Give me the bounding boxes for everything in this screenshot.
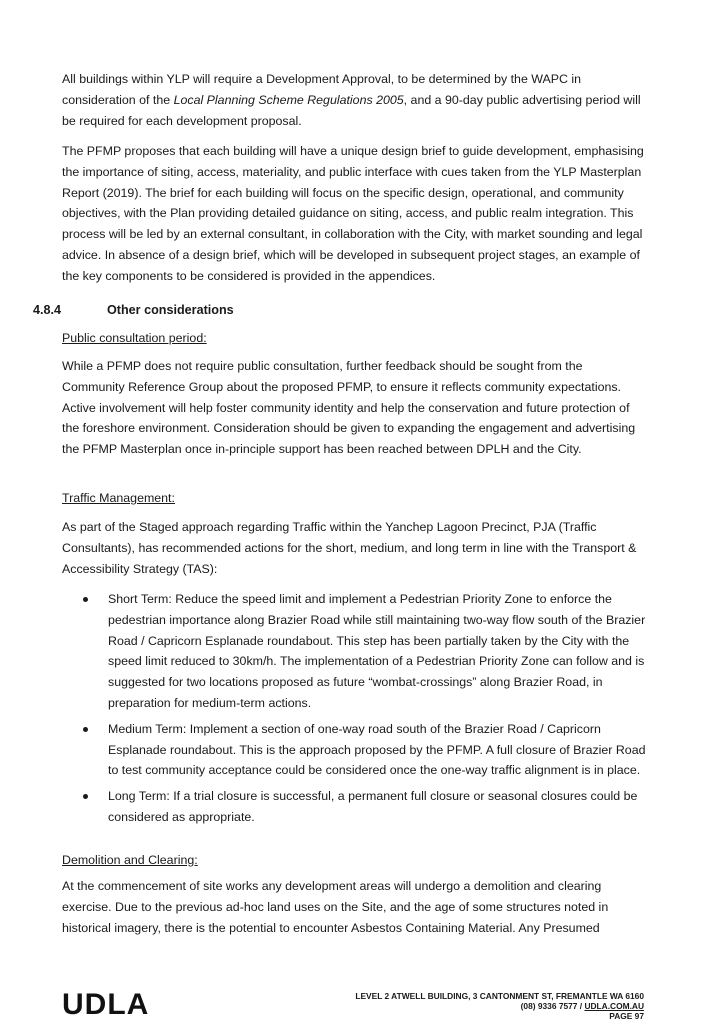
paragraph-development-approval bbox=[62, 69, 646, 131]
footer-separator: / bbox=[577, 1001, 585, 1011]
subheading-public-consultation: Public consultation period: bbox=[62, 331, 207, 345]
section-title: Other considerations bbox=[107, 303, 234, 317]
list-item bbox=[62, 589, 646, 714]
paragraph-traffic-intro: As part of the Staged approach regarding Traffic within the Yanchep Lagoon Precinct, PJA (Traffic Consultants), has recommended actions for the short, medium, and long term in line with the Transport & Accessibility Strategy (TAS): bbox=[62, 520, 637, 576]
subheading-demolition-clearing: Demolition and Clearing: bbox=[62, 853, 198, 867]
section-number: 4.8.4 bbox=[33, 303, 62, 317]
footer-website-link[interactable]: UDLA.COM.AU bbox=[584, 1001, 644, 1011]
page-footer bbox=[355, 991, 644, 1021]
bullet-icon bbox=[83, 597, 88, 602]
list-item-text: Long Term: If a trial closure is successful, a permanent full closure or seasonal closures could be considered as appropriate. bbox=[108, 789, 638, 824]
regulations-title: Local Planning Scheme Regulations 2005 bbox=[173, 92, 404, 107]
footer-contact bbox=[355, 1001, 644, 1011]
paragraph-text: All buildings within YLP will require a Development Approval, to be determined by the WAPC in consideration of the bbox=[62, 72, 582, 107]
bullet-icon bbox=[83, 794, 88, 799]
udla-logo: UDLA bbox=[62, 988, 150, 1021]
subheading-traffic-management: Traffic Management: bbox=[62, 491, 175, 505]
footer-phone: (08) 9336 7577 bbox=[520, 1001, 578, 1011]
page-number: PAGE 97 bbox=[609, 1011, 644, 1021]
paragraph-design-brief: The PFMP proposes that each building will have a unique design brief to guide development, emphasising the importance of siting, access, materiality, and public interface with cues taken from the YLP Masterplan Report (2019). The brief for each building will focus on the specific design, operational, and community objectives, with the Plan providing detailed guidance on siting, access, and public realm integration. This process will be led by an external consultant, in collaboration with the City, with market sounding and legal advice. In absence of a design brief, which will be developed in subsequent project stages, an example of the key components to be considered is provided in the appendices. bbox=[62, 144, 644, 283]
list-item-text: Medium Term: Implement a section of one-way road south of the Brazier Road / Capricorn Esplanade roundabout. This is the approach proposed by the PFMP. A full closure of Brazier Road to test community acceptance could be considered once the one-way traffic alignment is in place. bbox=[108, 721, 646, 778]
list-item-text: Short Term: Reduce the speed limit and implement a Pedestrian Priority Zone to enforce the pedestrian importance along Brazier Road while still maintaining two-way flow south of the Brazier Road / Capricorn Esplanade roundabout. This step has been partially taken by the City with the speed limit reduced to 30km/h. The implementation of a Pedestrian Priority Zone can follow and is suggested for two locations proposed as future “wombat-crossings” along Brazier Road, in preparation for medium-term actions. bbox=[108, 592, 646, 710]
traffic-actions-list bbox=[62, 589, 646, 833]
paragraph-public-consultation: While a PFMP does not require public consultation, further feedback should be sought from the Community Reference Group about the proposed PFMP, to ensure it reflects community expectations. Active involvement will help foster community identity and help the conservation and future protection of the foreshore environment. Consideration should be given to expanding the engagement and advertising the PFMP Masterplan once in-principle support has been reached between DPLH and the City. bbox=[62, 359, 636, 457]
paragraph-demolition: At the commencement of site works any development areas will undergo a demolition and clearing exercise. Due to the previous ad-hoc land uses on the Site, and the age of some structures noted in historical imagery, there is the potential to encounter Asbestos Containing Material. Any Presumed bbox=[62, 879, 609, 935]
list-item bbox=[62, 719, 646, 781]
footer-address: LEVEL 2 ATWELL BUILDING, 3 CANTONMENT ST, FREMANTLE WA 6160 bbox=[355, 991, 644, 1001]
list-item bbox=[62, 786, 646, 828]
section-heading bbox=[33, 303, 234, 317]
paragraph-text: , and a 90-day public advertising period will be required for each development proposal. bbox=[62, 92, 641, 128]
bullet-icon bbox=[83, 727, 88, 732]
